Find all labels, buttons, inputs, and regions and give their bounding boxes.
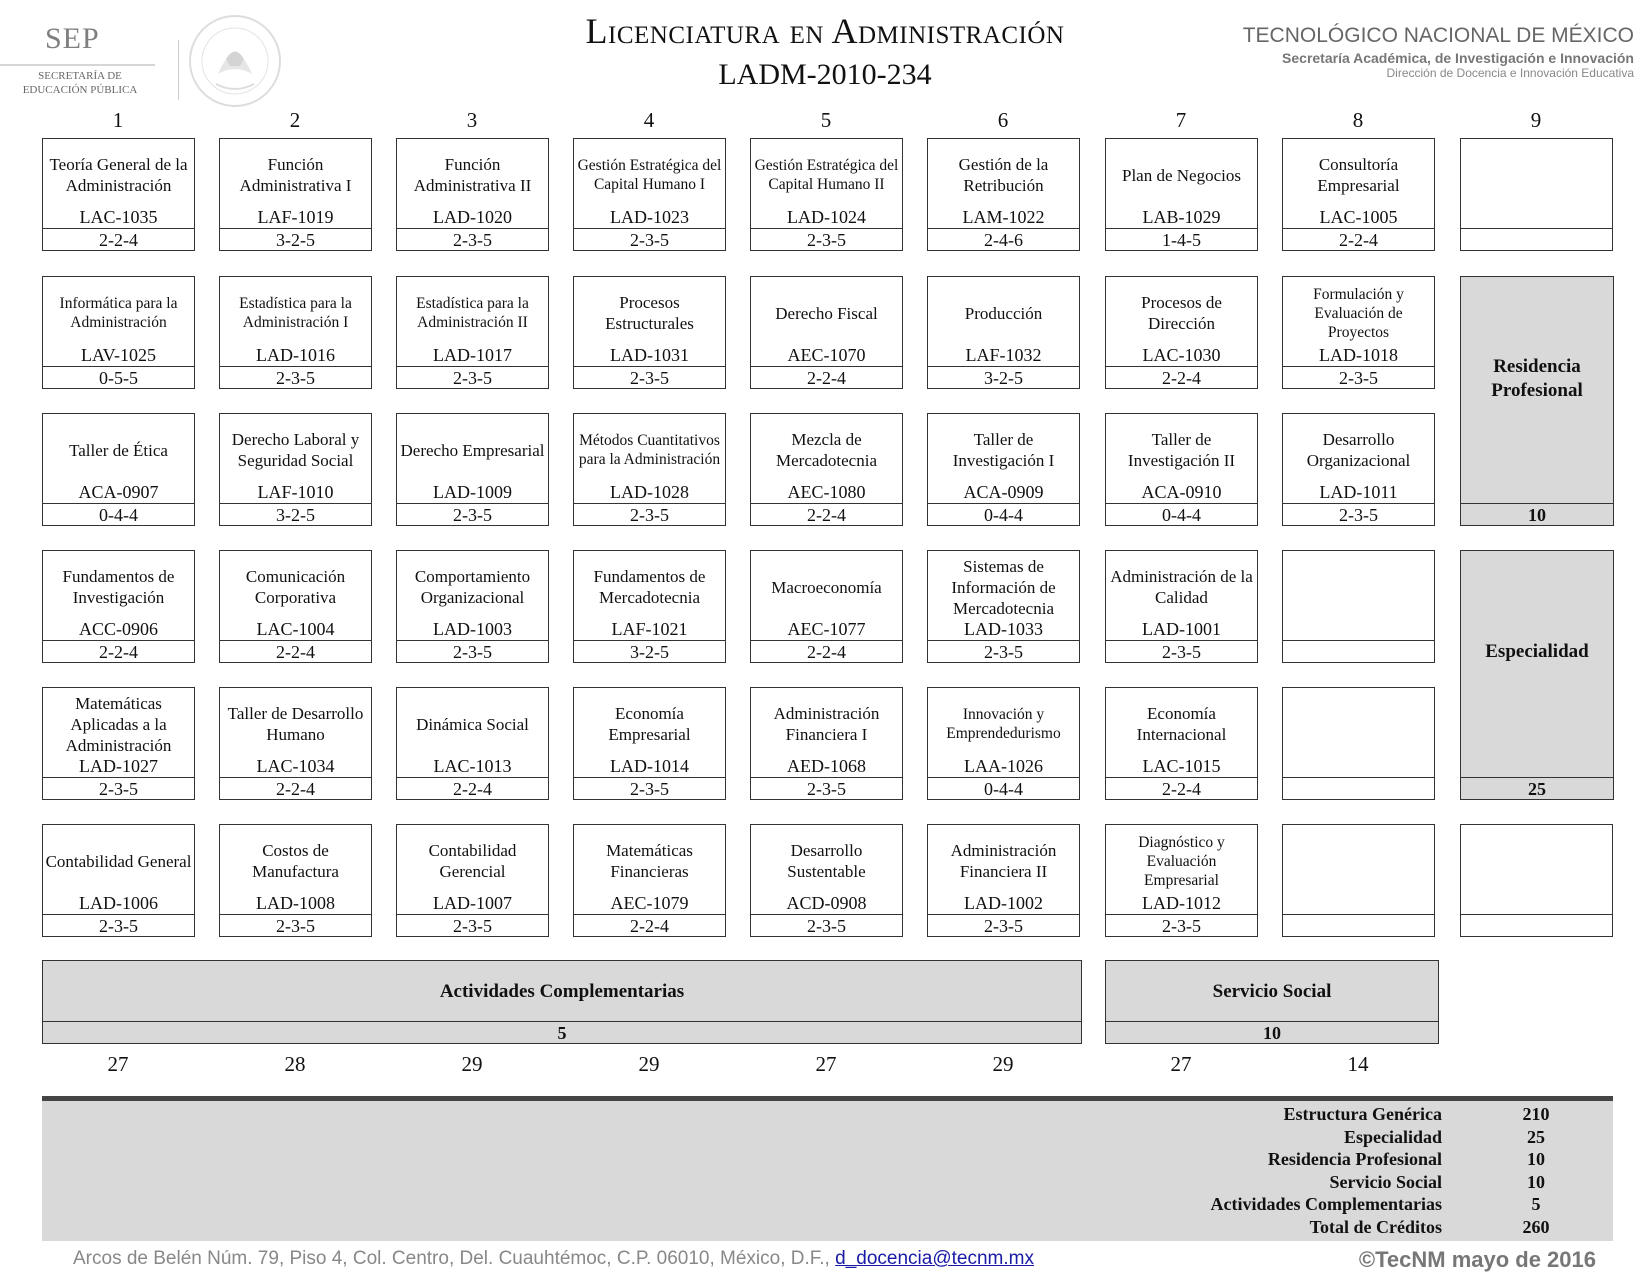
summary-value: 260	[1522, 1216, 1550, 1237]
course-name	[1283, 690, 1434, 758]
course-code: AEC-1077	[787, 619, 866, 639]
semester-number: 2	[289, 108, 301, 132]
course-credits: 2-3-5	[574, 503, 725, 526]
course-code: LAD-1001	[1142, 619, 1221, 639]
course-code: ACD-0908	[786, 893, 867, 913]
course-credits	[1461, 914, 1612, 937]
sep-logo-divider	[0, 64, 155, 66]
course-card	[573, 824, 726, 937]
course-credits: 2-2-4	[751, 503, 902, 526]
semester-number: 6	[997, 108, 1009, 132]
course-card	[1282, 413, 1435, 526]
course-card	[750, 824, 903, 937]
course-card	[750, 138, 903, 251]
summary-value: 10	[1527, 1149, 1545, 1169]
course-credits: 2-3-5	[220, 914, 371, 937]
especialidad-label: Especialidad	[1485, 641, 1589, 662]
course-credits: 2-3-5	[1283, 366, 1434, 389]
course-code: AEC-1070	[787, 345, 866, 365]
course-code: LAD-1018	[1319, 345, 1398, 365]
course-code: ACC-0906	[78, 619, 158, 639]
course-name: Economía Empresarial	[608, 704, 691, 744]
course-credits: 0-4-4	[1106, 503, 1257, 526]
semester-number: 9	[1530, 108, 1542, 132]
course-code: LAD-1023	[610, 207, 689, 227]
summary-label: Residencia Profesional	[1267, 1149, 1442, 1169]
course-card	[927, 824, 1080, 937]
course-card	[219, 138, 372, 251]
course-credits: 0-4-4	[928, 503, 1079, 526]
course-code: ACA-0909	[963, 482, 1044, 502]
email-link[interactable]: d_docencia@tecnm.mx	[835, 1248, 1034, 1269]
course-code: LAF-1010	[257, 482, 334, 502]
course-name: Informática para la Administración	[59, 295, 178, 331]
course-credits	[1461, 228, 1612, 251]
course-card	[1105, 138, 1258, 251]
course-card	[219, 824, 372, 937]
course-card	[42, 138, 195, 251]
course-code: LAA-1026	[964, 756, 1043, 776]
course-credits: 2-2-4	[1106, 366, 1257, 389]
course-name: Diagnóstico y Evaluación Empresarial	[1138, 833, 1225, 889]
course-code: LAD-1012	[1142, 893, 1221, 913]
course-credits: 3-2-5	[220, 228, 371, 251]
course-name: Fundamentos de Mercadotecnia	[593, 567, 706, 607]
course-credits: 2-3-5	[397, 228, 548, 251]
course-credits: 1-4-5	[1106, 228, 1257, 251]
course-card	[396, 824, 549, 937]
course-credits: 2-2-4	[574, 914, 725, 937]
course-code: LAD-1002	[964, 893, 1043, 913]
course-credits: 2-3-5	[751, 777, 902, 800]
summary-value: 25	[1527, 1126, 1545, 1147]
course-credits: 2-3-5	[43, 777, 194, 800]
course-credits: 2-2-4	[751, 640, 902, 663]
empty-course-slot	[1460, 138, 1613, 251]
course-card	[396, 687, 549, 800]
course-card	[573, 413, 726, 526]
semester-total: 27	[1170, 1052, 1192, 1076]
semester-total: 29	[638, 1052, 660, 1076]
summary-label: Especialidad	[1343, 1126, 1442, 1147]
course-card	[1282, 138, 1435, 251]
sep-subtitle-1: SECRETARÍA DE	[38, 70, 122, 82]
semester-total: 27	[107, 1052, 129, 1076]
course-code: AEC-1080	[787, 482, 866, 502]
course-credits: 2-3-5	[43, 914, 194, 937]
semester-number: 8	[1352, 108, 1364, 132]
course-credits: 2-2-4	[220, 777, 371, 800]
course-code: LAC-1005	[1319, 207, 1398, 227]
sep-subtitle-2: EDUCACIÓN PÚBLICA	[22, 84, 138, 96]
course-name: Procesos Estructurales	[605, 293, 694, 333]
summary-label: Total de Créditos	[1309, 1216, 1442, 1237]
course-card	[927, 413, 1080, 526]
course-credits	[1283, 914, 1434, 937]
course-card	[42, 550, 195, 663]
course-name: Fundamentos de Investigación	[62, 567, 175, 607]
course-name: Administración de la Calidad	[1110, 567, 1253, 607]
semester-total: 29	[461, 1052, 483, 1076]
course-card	[927, 687, 1080, 800]
course-card	[1105, 824, 1258, 937]
course-card	[750, 687, 903, 800]
course-code: LAB-1029	[1142, 207, 1221, 227]
course-card	[573, 276, 726, 389]
course-card	[927, 276, 1080, 389]
course-name: Gestión Estratégica del Capital Humano I	[577, 157, 722, 193]
course-credits: 2-2-4	[43, 640, 194, 663]
course-code: LAD-1014	[610, 756, 689, 776]
institution-subtitle: Secretaría Académica, de Investigación e Innovación	[1282, 50, 1634, 66]
summary-value: 10	[1527, 1171, 1545, 1192]
servicio-credits: 10	[1106, 1021, 1438, 1044]
plan-code: LADM-2010-234	[718, 58, 932, 91]
course-credits: 2-3-5	[751, 228, 902, 251]
course-card	[750, 413, 903, 526]
actividades-credits: 5	[43, 1021, 1081, 1044]
course-name: Métodos Cuantitativos para la Administración	[578, 432, 721, 468]
course-code: LAC-1013	[433, 756, 512, 776]
institution-department: Dirección de Docencia e Innovación Educativa	[1386, 66, 1634, 80]
empty-course-slot	[1460, 824, 1613, 937]
course-card	[219, 687, 372, 800]
course-name: Economía Internacional	[1136, 704, 1227, 744]
course-code: LAC-1030	[1142, 345, 1221, 365]
course-card	[573, 550, 726, 663]
institution-block	[1243, 24, 1634, 80]
servicio-label: Servicio Social	[1212, 981, 1332, 1002]
course-code: LAD-1027	[79, 756, 158, 776]
servicio-block	[1105, 960, 1439, 1044]
course-credits: 3-2-5	[220, 503, 371, 526]
semester-total: 29	[992, 1052, 1014, 1076]
course-card	[42, 824, 195, 937]
course-name: Función Administrativa I	[239, 155, 352, 195]
course-card	[219, 276, 372, 389]
residencia-credits: 10	[1461, 503, 1613, 526]
course-name	[1283, 553, 1434, 621]
course-credits: 0-4-4	[43, 503, 194, 526]
mexican-seal-icon	[188, 14, 283, 109]
course-code: LAD-1007	[433, 893, 512, 913]
course-name: Administración Financiera II	[950, 841, 1057, 881]
course-name: Teoría General de la Administración	[49, 155, 188, 195]
course-card	[42, 413, 195, 526]
course-code: LAD-1008	[256, 893, 335, 913]
course-code: ACA-0907	[78, 482, 159, 502]
course-code: LAD-1031	[610, 345, 689, 365]
course-code: LAD-1016	[256, 345, 335, 365]
course-credits: 2-3-5	[574, 777, 725, 800]
course-card	[396, 276, 549, 389]
summary-label: Estructura Genérica	[1283, 1104, 1442, 1124]
semester-number: 5	[820, 108, 832, 132]
course-code: LAD-1009	[433, 482, 512, 502]
course-credits: 2-2-4	[1283, 228, 1434, 251]
empty-course-slot	[1282, 550, 1435, 663]
semester-number: 1	[112, 108, 124, 132]
course-card	[219, 550, 372, 663]
course-name: Estadística para la Administración I	[239, 295, 352, 331]
course-code: LAD-1020	[433, 207, 512, 227]
summary-value: 210	[1522, 1104, 1550, 1124]
course-name: Gestión Estratégica del Capital Humano II	[754, 157, 899, 193]
course-card	[927, 550, 1080, 663]
course-name: Comunicación Corporativa	[245, 567, 346, 607]
course-credits: 2-3-5	[397, 640, 548, 663]
summary-label: Actividades Complementarias	[1210, 1194, 1442, 1214]
course-name: Procesos de Dirección	[1141, 293, 1222, 333]
course-card	[573, 687, 726, 800]
semester-total: 14	[1347, 1052, 1369, 1076]
semester-total: 27	[815, 1052, 837, 1076]
sep-logo-text: SEP	[45, 22, 100, 55]
course-credits: 0-5-5	[43, 366, 194, 389]
especialidad-block	[1460, 550, 1614, 800]
semester-total: 28	[284, 1052, 306, 1076]
course-credits: 2-2-4	[751, 366, 902, 389]
course-credits: 3-2-5	[928, 366, 1079, 389]
course-code: LAF-1032	[965, 345, 1042, 365]
course-name: Sistemas de Información de Mercadotecnia	[951, 556, 1056, 618]
course-card	[1105, 413, 1258, 526]
course-card	[1105, 687, 1258, 800]
course-card	[750, 276, 903, 389]
course-name: Derecho Laboral y Seguridad Social	[231, 430, 360, 470]
course-name: Mezcla de Mercadotecnia	[776, 430, 877, 470]
course-code: AEC-1079	[610, 893, 689, 913]
course-code: LAM-1022	[962, 207, 1045, 227]
course-card	[1105, 550, 1258, 663]
course-credits: 2-3-5	[751, 914, 902, 937]
course-code: LAC-1034	[256, 756, 335, 776]
course-card	[1282, 276, 1435, 389]
course-name: Estadística para la Administración II	[416, 295, 529, 331]
course-name: Gestión de la Retribución	[958, 155, 1049, 195]
course-card	[396, 413, 549, 526]
residencia-label: Residencia Profesional	[1491, 356, 1583, 401]
course-code: LAD-1003	[433, 619, 512, 639]
course-card	[927, 138, 1080, 251]
course-name: Matemáticas Financieras	[606, 841, 693, 881]
course-credits: 2-3-5	[397, 366, 548, 389]
course-name: Consultoría Empresarial	[1317, 155, 1400, 195]
course-name: Taller de Investigación II	[1127, 430, 1236, 470]
course-name: Matemáticas Aplicadas a la Administración	[65, 693, 172, 755]
course-name: Desarrollo Organizacional	[1306, 430, 1411, 470]
course-name: Macroeconomía	[771, 577, 882, 597]
course-name	[1283, 827, 1434, 895]
course-card	[42, 276, 195, 389]
empty-course-slot	[1282, 687, 1435, 800]
course-name: Formulación y Evaluación de Proyectos	[1313, 285, 1404, 341]
residencia-block	[1460, 276, 1614, 526]
institution-name: TECNOLÓGICO NACIONAL DE MÉXICO	[1242, 24, 1634, 47]
course-name: Derecho Empresarial	[400, 440, 545, 460]
course-credits: 2-3-5	[397, 503, 548, 526]
course-name: Administración Financiera I	[773, 704, 880, 744]
course-name: Contabilidad General	[45, 851, 192, 871]
course-code: ACA-0910	[1141, 482, 1222, 502]
course-name: Taller de Desarrollo Humano	[227, 704, 364, 744]
actividades-label: Actividades Complementarias	[439, 981, 685, 1002]
semester-number: 7	[1175, 108, 1187, 132]
course-code: LAD-1017	[433, 345, 512, 365]
course-credits: 2-3-5	[574, 228, 725, 251]
course-credits: 2-3-5	[1106, 640, 1257, 663]
copyright: ©TecNM mayo de 2016	[1358, 1247, 1596, 1272]
course-credits: 2-3-5	[220, 366, 371, 389]
course-name: Función Administrativa II	[413, 155, 532, 195]
page-title: Licenciatura en Administración	[585, 11, 1065, 51]
course-card	[396, 550, 549, 663]
summary-label: Servicio Social	[1329, 1171, 1442, 1192]
course-name: Derecho Fiscal	[775, 303, 878, 323]
course-name: Taller de Ética	[69, 440, 168, 460]
course-code: LAC-1035	[79, 207, 158, 227]
course-code: AED-1068	[787, 756, 866, 776]
course-card	[219, 413, 372, 526]
semester-number: 3	[466, 108, 478, 132]
course-credits: 0-4-4	[928, 777, 1079, 800]
course-credits	[1283, 777, 1434, 800]
actividades-block	[42, 960, 1082, 1044]
course-name: Dinámica Social	[416, 714, 529, 734]
course-card	[42, 687, 195, 800]
course-code: LAF-1021	[611, 619, 688, 639]
course-name: Taller de Investigación I	[952, 430, 1055, 470]
course-code: LAV-1025	[80, 345, 156, 365]
course-code: LAD-1028	[610, 482, 689, 502]
course-code: LAF-1019	[257, 207, 334, 227]
course-code: LAD-1006	[79, 893, 158, 913]
course-name: Innovación y Emprendedurismo	[946, 706, 1061, 742]
course-card	[750, 550, 903, 663]
course-credits: 2-3-5	[1106, 914, 1257, 937]
course-credits: 2-3-5	[574, 366, 725, 389]
course-card	[396, 138, 549, 251]
course-credits: 2-2-4	[1106, 777, 1257, 800]
course-name: Plan de Negocios	[1122, 165, 1241, 185]
course-name: Costos de Manufactura	[252, 841, 339, 881]
empty-course-slot	[1282, 824, 1435, 937]
especialidad-credits: 25	[1461, 777, 1613, 800]
summary-value: 5	[1531, 1194, 1541, 1214]
course-credits: 2-3-5	[1283, 503, 1434, 526]
address-text: Arcos de Belén Núm. 79, Piso 4, Col. Centro, Del. Cuauhtémoc, C.P. 06010, México, D.F.,	[73, 1248, 836, 1269]
course-credits: 2-2-4	[220, 640, 371, 663]
course-name: Comportamiento Organizacional	[414, 567, 531, 607]
course-credits: 2-3-5	[397, 914, 548, 937]
course-credits: 2-2-4	[397, 777, 548, 800]
logo-divider	[178, 40, 179, 100]
course-credits: 2-3-5	[928, 640, 1079, 663]
course-name: Desarrollo Sustentable	[787, 841, 866, 881]
course-credits: 2-3-5	[928, 914, 1079, 937]
course-card	[1105, 276, 1258, 389]
course-name: Producción	[964, 303, 1043, 323]
footer-address	[73, 1248, 1034, 1270]
course-credits: 2-4-6	[928, 228, 1079, 251]
course-credits: 3-2-5	[574, 640, 725, 663]
course-name: Contabilidad Gerencial	[428, 841, 517, 881]
course-card	[573, 138, 726, 251]
course-credits	[1283, 640, 1434, 663]
course-code: LAC-1004	[256, 619, 335, 639]
course-code: LAD-1011	[1319, 482, 1398, 502]
semester-number: 4	[643, 108, 655, 132]
course-code: LAC-1015	[1142, 756, 1221, 776]
course-code: LAD-1024	[787, 207, 866, 227]
course-code: LAD-1033	[964, 619, 1043, 639]
course-credits: 2-2-4	[43, 228, 194, 251]
